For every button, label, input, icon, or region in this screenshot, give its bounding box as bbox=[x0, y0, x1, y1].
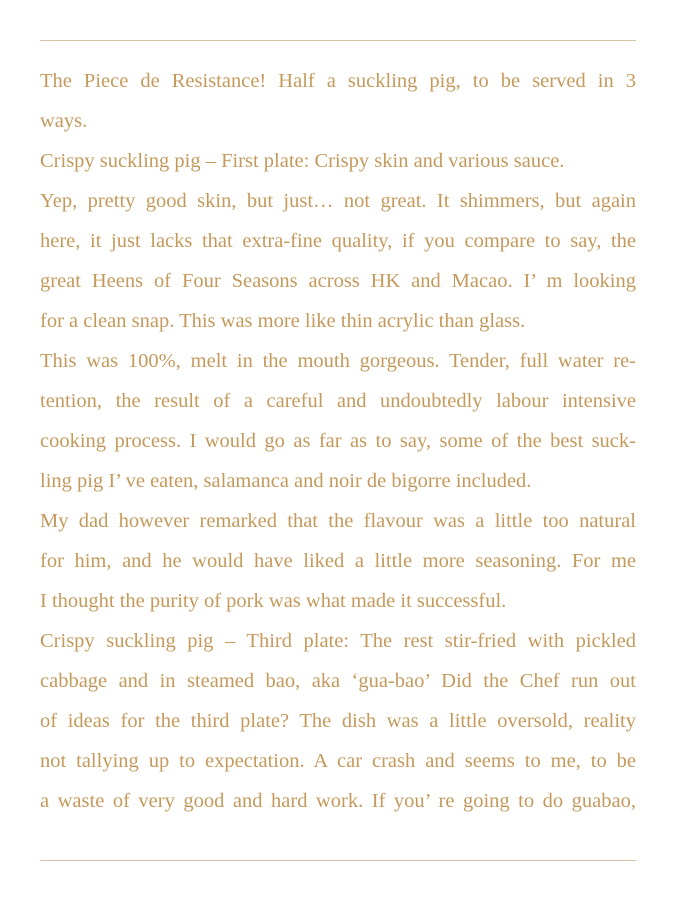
text-line: I thought the purity of pork was what made it successful. bbox=[40, 590, 507, 612]
text-line: here, it just lacks that extra-fine quality, if you compare to say, the bbox=[40, 230, 636, 252]
text-line: Crispy suckling pig – Third plate: The rest stir-fried with pickled bbox=[40, 630, 636, 652]
bottom-divider bbox=[40, 860, 636, 861]
text-line: My dad however remarked that the flavour was a little too natural bbox=[40, 510, 636, 532]
text-line: ling pig I’ ve eaten, salamanca and noir de bigorre included. bbox=[40, 470, 532, 492]
text-line: for him, and he would have liked a little more seasoning. For me bbox=[40, 550, 636, 572]
text-line: a waste of very good and hard work. If you’ re going to do guabao, bbox=[40, 790, 636, 812]
text-line: Yep, pretty good skin, but just… not great. It shimmers, but again bbox=[40, 190, 636, 212]
top-divider bbox=[40, 40, 636, 41]
text-line: This was 100%, melt in the mouth gorgeous. Tender, full water re- bbox=[40, 350, 636, 372]
text-line: cooking process. I would go as far as to say, some of the best suck- bbox=[40, 430, 636, 452]
text-line: tention, the result of a careful and undoubtedly labour intensive bbox=[40, 390, 636, 412]
text-line: great Heens of Four Seasons across HK and Macao. I’ m looking bbox=[40, 270, 636, 292]
text-line: ways. bbox=[40, 110, 88, 132]
text-line: cabbage and in steamed bao, aka ‘gua-bao’ Did the Chef run out bbox=[40, 670, 636, 692]
article-body bbox=[40, 61, 636, 821]
text-line: for a clean snap. This was more like thin acrylic than glass. bbox=[40, 310, 526, 332]
text-line: Crispy suckling pig – First plate: Crispy skin and various sauce. bbox=[40, 150, 565, 172]
text-line: The Piece de Resistance! Half a suckling pig, to be served in 3 bbox=[40, 70, 636, 92]
text-line: of ideas for the third plate? The dish was a little oversold, reality bbox=[40, 710, 636, 732]
text-line: not tallying up to expectation. A car crash and seems to me, to be bbox=[40, 750, 636, 772]
